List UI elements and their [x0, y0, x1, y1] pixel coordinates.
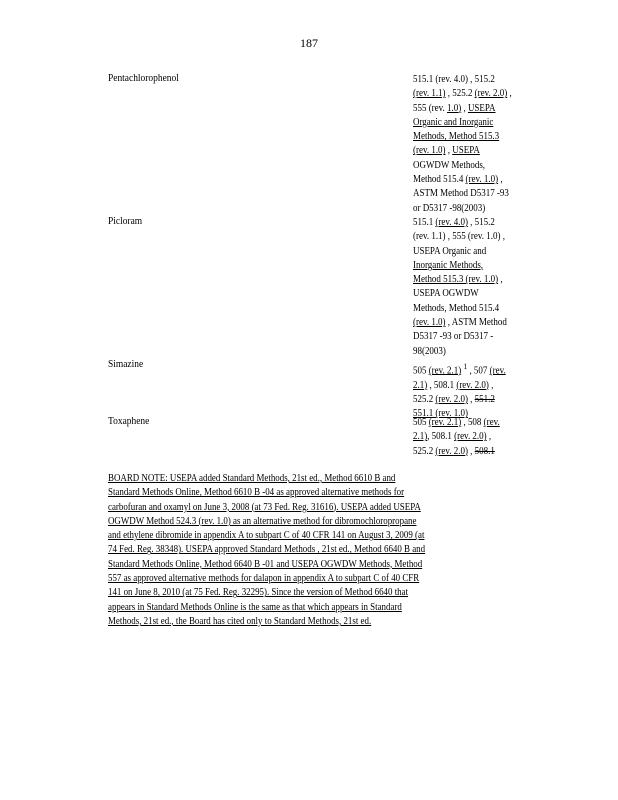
text-run: , 508.1	[427, 379, 457, 391]
underlined-text: 557 as approved alternative methods for dalapon in appendix A to subpart C of 40 CFR	[108, 573, 420, 585]
text-line	[108, 529, 493, 543]
text-run: , 515.2	[467, 217, 495, 228]
underlined-text: 551.1 (rev. 1.0)	[413, 408, 468, 420]
underlined-text: 141 on June 8, 2010 (at 75 Fed. Reg. 32295). Since the version of Method 6640 that	[108, 587, 409, 599]
footnote-marker: 1	[463, 361, 468, 371]
underlined-text: (rev.	[483, 417, 500, 428]
text-run: ,	[461, 102, 468, 114]
underlined-text: and ethylene dibromide in appendix A to subpart C of 40 CFR 141 on August 3, 2009 (at	[108, 530, 425, 542]
underlined-text: Methods, 21st ed., the Board has cited only to Standard Methods, 21st ed.	[108, 615, 372, 627]
text-line	[413, 302, 527, 316]
text-run: 525.2	[413, 445, 436, 457]
text-run: Methods, Method 515.4	[413, 302, 500, 314]
underlined-text: (rev. 2.0)	[474, 88, 508, 100]
text-run: 505	[413, 365, 429, 377]
text-line	[413, 216, 527, 230]
text-line	[413, 316, 527, 330]
text-run: 525.2	[413, 393, 436, 405]
page-number: 187	[300, 36, 318, 50]
text-line	[413, 130, 527, 144]
chemical-name: Picloram	[108, 216, 143, 227]
text-line	[413, 245, 527, 259]
underlined-text: Method 515.3 (rev. 1.0)	[413, 274, 499, 286]
underlined-text: (rev. 1.0)	[413, 145, 446, 157]
underlined-text: (rev. 2.0)	[454, 431, 487, 443]
underlined-text: carbofuran and oxamyl on June 3, 2008 (at 73 Fed. Reg. 31616). USEPA added USEPA	[108, 501, 421, 513]
text-line	[108, 515, 493, 529]
text-run: , ASTM Method	[445, 317, 507, 329]
underlined-text: Inorganic Methods,	[413, 259, 484, 271]
text-run: , 507	[467, 365, 490, 377]
underlined-text: (rev. 2.0)	[435, 445, 468, 457]
text-line	[108, 586, 493, 600]
text-line	[108, 543, 493, 557]
underlined-text: (rev. 2.1)	[428, 365, 462, 377]
underlined-text: 2.1)	[413, 379, 428, 391]
text-line	[108, 572, 493, 586]
underlined-text: appears in Standard Methods Online is the same as that which appears in Standard	[108, 601, 402, 613]
text-run: 515.1 (rev. 4.0) , 515.2	[413, 74, 495, 85]
underlined-text: (rev. 2.0)	[435, 393, 468, 405]
text-run: ,	[488, 379, 494, 391]
underlined-text: (rev.	[489, 365, 506, 377]
text-run: ,	[498, 174, 503, 186]
underlined-text: USEPA	[467, 102, 496, 114]
text-run: ,	[445, 145, 453, 157]
text-line	[108, 615, 493, 629]
underlined-text: 1.0)	[447, 102, 462, 114]
text-run: , 525.2	[445, 88, 475, 100]
underlined-text: 74 Fed. Reg. 38348). USEPA approved Standard Methods , 21st ed., Method 6640 B and	[108, 544, 426, 556]
underlined-text: Standard Methods Online, Method 6640 B -01 and USEPA OGWDW Methods, Method	[108, 558, 423, 570]
text-run: 98(2003)	[413, 345, 446, 357]
text-run: ,	[467, 393, 475, 405]
text-run: 555 (rev.	[413, 102, 448, 114]
text-run: D5317 -93 or D5317 -	[413, 331, 494, 343]
underlined-text: (rev. 4.0)	[435, 217, 468, 228]
underlined-text: Organic and Inorganic	[413, 116, 494, 128]
underlined-text: (rev. 2.0)	[456, 379, 489, 391]
text-line	[413, 445, 527, 459]
text-run: USEPA OGWDW	[413, 288, 479, 300]
analytical-methods	[413, 73, 543, 216]
text-line	[108, 472, 493, 486]
underlined-text: OGWDW Method 524.3 (rev. 1.0) as an alternative method for dibromochloropropane	[108, 515, 417, 527]
text-run: , 508.1	[427, 431, 455, 443]
text-line	[413, 345, 527, 359]
text-line	[413, 330, 527, 344]
text-line	[108, 601, 493, 615]
text-line	[413, 430, 527, 444]
text-line	[413, 202, 527, 216]
text-run: (rev. 1.1) , 555 (rev. 1.0) ,	[413, 231, 505, 243]
analytical-methods	[413, 416, 543, 459]
text-line	[413, 87, 527, 101]
text-line	[413, 102, 527, 116]
text-line	[413, 230, 527, 244]
text-line	[413, 393, 527, 407]
text-line	[413, 73, 527, 87]
underlined-text: (rev. 1.0)	[465, 174, 499, 186]
text-line	[108, 486, 493, 500]
text-line	[413, 144, 527, 158]
text-line	[108, 501, 493, 515]
text-run: ,	[498, 274, 503, 286]
underlined-text: USEPA	[452, 145, 480, 157]
text-line	[413, 116, 527, 130]
text-run: ASTM Method D5317 -93	[413, 188, 509, 200]
text-line	[108, 558, 493, 572]
text-run: ,	[507, 88, 512, 100]
text-run: 505	[413, 417, 429, 428]
chemical-name: Toxaphene	[108, 416, 150, 427]
underlined-text: BOARD NOTE: USEPA added Standard Methods, 21st ed., Method 6610 B and	[108, 473, 396, 484]
text-line	[413, 359, 527, 379]
underlined-text: Standard Methods Online, Method 6610 B -04 as approved alternative methods for	[108, 487, 405, 499]
struck-text: 508.1	[474, 445, 495, 457]
text-run: 515.1	[413, 217, 436, 228]
text-line	[413, 159, 527, 173]
board-note	[108, 472, 548, 629]
text-run: or D5317 -98(2003)	[413, 202, 486, 214]
text-run: USEPA Organic and	[413, 245, 487, 257]
text-run: ,	[486, 431, 492, 443]
analytical-methods	[413, 359, 543, 422]
struck-text: 551.2	[474, 393, 495, 405]
underlined-text: 2.1)	[413, 431, 428, 443]
text-line	[413, 173, 527, 187]
text-line	[413, 379, 527, 393]
text-run: , 508	[461, 417, 484, 428]
text-line	[413, 416, 527, 430]
text-line	[413, 187, 527, 201]
text-run: ,	[467, 445, 475, 457]
text-line	[413, 287, 527, 301]
text-run: Method 515.4	[413, 174, 466, 186]
text-run: OGWDW Methods,	[413, 159, 486, 171]
underlined-text: Methods, Method 515.3	[413, 131, 500, 143]
chemical-name: Simazine	[108, 359, 144, 370]
text-line	[413, 259, 527, 273]
text-line	[413, 273, 527, 287]
underlined-text: (rev. 2.1)	[428, 417, 462, 428]
underlined-text: (rev. 1.0)	[413, 317, 446, 329]
analytical-methods	[413, 216, 543, 359]
underlined-text: (rev. 1.1)	[413, 88, 446, 100]
chemical-name: Pentachlorophenol	[108, 73, 179, 84]
